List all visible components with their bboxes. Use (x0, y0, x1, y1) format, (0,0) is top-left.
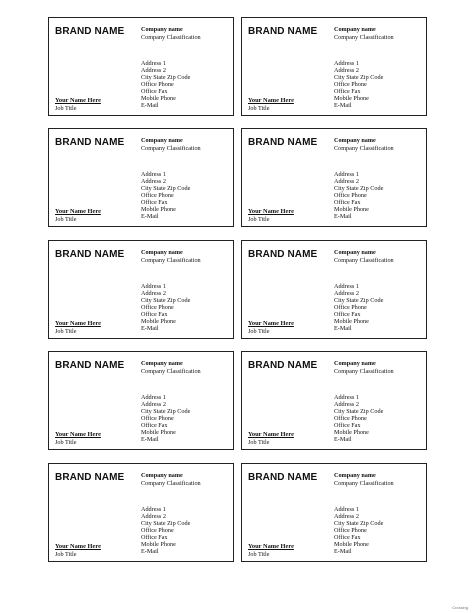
mobile-phone: Mobile Phone (141, 95, 176, 102)
brand-name: BRAND NAME (55, 472, 125, 483)
business-card (48, 128, 234, 227)
office-fax: Office Fax (334, 422, 361, 429)
mobile-phone: Mobile Phone (334, 206, 369, 213)
business-card (241, 240, 427, 339)
address-2: Address 2 (141, 67, 166, 74)
address-2: Address 2 (334, 401, 359, 408)
address-1: Address 1 (334, 283, 359, 290)
brand-name: BRAND NAME (248, 360, 318, 371)
job-title: Job Title (55, 328, 77, 335)
company-classification: Company Classification (141, 368, 201, 375)
company-classification: Company Classification (334, 368, 394, 375)
company-name: Company name (141, 472, 183, 479)
business-card (241, 463, 427, 562)
address-1: Address 1 (141, 394, 166, 401)
company-classification: Company Classification (334, 34, 394, 41)
brand-name: BRAND NAME (248, 26, 318, 37)
office-fax: Office Fax (334, 88, 361, 95)
office-fax: Office Fax (141, 88, 168, 95)
company-classification: Company Classification (334, 145, 394, 152)
contact-details (141, 171, 190, 220)
brand-name: BRAND NAME (248, 472, 318, 483)
address-1: Address 1 (334, 60, 359, 67)
person-name: Your Name Here (248, 208, 294, 215)
company-name: Company name (334, 26, 376, 33)
office-phone: Office Phone (141, 81, 174, 88)
office-phone: Office Phone (141, 304, 174, 311)
address-2: Address 2 (334, 67, 359, 74)
address-1: Address 1 (141, 60, 166, 67)
mobile-phone: Mobile Phone (334, 429, 369, 436)
email: E-Mail (334, 548, 352, 555)
address-2: Address 2 (334, 290, 359, 297)
address-2: Address 2 (141, 178, 166, 185)
contact-details (141, 283, 190, 332)
office-phone: Office Phone (141, 527, 174, 534)
brand-name: BRAND NAME (55, 249, 125, 260)
mobile-phone: Mobile Phone (141, 206, 176, 213)
contact-details (334, 506, 383, 555)
business-card (48, 463, 234, 562)
office-phone: Office Phone (141, 415, 174, 422)
office-phone: Office Phone (334, 304, 367, 311)
contact-details (334, 283, 383, 332)
office-phone: Office Phone (334, 192, 367, 199)
email: E-Mail (334, 102, 352, 109)
email: E-Mail (141, 548, 159, 555)
company-name: Company name (141, 26, 183, 33)
city-state-zip: City State Zip Code (141, 185, 191, 192)
contact-details (141, 60, 190, 109)
mobile-phone: Mobile Phone (141, 318, 176, 325)
contact-details (141, 394, 190, 443)
office-phone: Office Phone (334, 415, 367, 422)
company-classification: Company Classification (141, 257, 201, 264)
email: E-Mail (141, 325, 159, 332)
business-card (48, 240, 234, 339)
city-state-zip: City State Zip Code (141, 520, 191, 527)
office-fax: Office Fax (334, 311, 361, 318)
job-title: Job Title (55, 105, 77, 112)
email: E-Mail (334, 325, 352, 332)
address-1: Address 1 (334, 506, 359, 513)
job-title: Job Title (248, 439, 270, 446)
city-state-zip: City State Zip Code (334, 408, 384, 415)
office-fax: Office Fax (141, 199, 168, 206)
contact-details (334, 171, 383, 220)
job-title: Job Title (55, 439, 77, 446)
office-fax: Office Fax (141, 534, 168, 541)
email: E-Mail (141, 102, 159, 109)
address-1: Address 1 (334, 394, 359, 401)
brand-name: BRAND NAME (55, 360, 125, 371)
city-state-zip: City State Zip Code (334, 520, 384, 527)
email: E-Mail (141, 213, 159, 220)
office-phone: Office Phone (334, 527, 367, 534)
address-2: Address 2 (334, 178, 359, 185)
company-name: Company name (334, 137, 376, 144)
business-card (241, 17, 427, 116)
business-card (241, 128, 427, 227)
company-classification: Company Classification (141, 145, 201, 152)
contact-details (141, 506, 190, 555)
email: E-Mail (141, 436, 159, 443)
person-name: Your Name Here (55, 208, 101, 215)
job-title: Job Title (248, 105, 270, 112)
business-card (48, 351, 234, 450)
business-card (48, 17, 234, 116)
office-fax: Office Fax (141, 422, 168, 429)
address-1: Address 1 (334, 171, 359, 178)
city-state-zip: City State Zip Code (334, 74, 384, 81)
person-name: Your Name Here (55, 97, 101, 104)
person-name: Your Name Here (55, 543, 101, 550)
business-card (241, 351, 427, 450)
person-name: Your Name Here (248, 543, 294, 550)
person-name: Your Name Here (55, 431, 101, 438)
person-name: Your Name Here (248, 431, 294, 438)
city-state-zip: City State Zip Code (141, 408, 191, 415)
address-2: Address 2 (141, 513, 166, 520)
email: E-Mail (334, 213, 352, 220)
brand-name: BRAND NAME (55, 26, 125, 37)
mobile-phone: Mobile Phone (141, 429, 176, 436)
city-state-zip: City State Zip Code (334, 297, 384, 304)
mobile-phone: Mobile Phone (141, 541, 176, 548)
job-title: Job Title (55, 216, 77, 223)
job-title: Job Title (248, 328, 270, 335)
city-state-zip: City State Zip Code (141, 74, 191, 81)
job-title: Job Title (248, 216, 270, 223)
brand-name: BRAND NAME (248, 137, 318, 148)
office-fax: Office Fax (334, 534, 361, 541)
city-state-zip: City State Zip Code (334, 185, 384, 192)
company-name: Company name (334, 249, 376, 256)
contact-details (334, 394, 383, 443)
company-name: Company name (141, 137, 183, 144)
office-phone: Office Phone (141, 192, 174, 199)
corner-watermark: Crossing (452, 605, 468, 610)
office-fax: Office Fax (334, 199, 361, 206)
job-title: Job Title (55, 551, 77, 558)
contact-details (334, 60, 383, 109)
company-name: Company name (334, 360, 376, 367)
person-name: Your Name Here (55, 320, 101, 327)
address-1: Address 1 (141, 506, 166, 513)
brand-name: BRAND NAME (55, 137, 125, 148)
company-classification: Company Classification (334, 257, 394, 264)
mobile-phone: Mobile Phone (334, 318, 369, 325)
office-fax: Office Fax (141, 311, 168, 318)
email: E-Mail (334, 436, 352, 443)
office-phone: Office Phone (334, 81, 367, 88)
job-title: Job Title (248, 551, 270, 558)
mobile-phone: Mobile Phone (334, 541, 369, 548)
person-name: Your Name Here (248, 320, 294, 327)
company-classification: Company Classification (141, 34, 201, 41)
address-1: Address 1 (141, 171, 166, 178)
company-classification: Company Classification (141, 480, 201, 487)
person-name: Your Name Here (248, 97, 294, 104)
city-state-zip: City State Zip Code (141, 297, 191, 304)
company-classification: Company Classification (334, 480, 394, 487)
address-2: Address 2 (141, 290, 166, 297)
address-1: Address 1 (141, 283, 166, 290)
company-name: Company name (141, 360, 183, 367)
company-name: Company name (141, 249, 183, 256)
address-2: Address 2 (141, 401, 166, 408)
address-2: Address 2 (334, 513, 359, 520)
company-name: Company name (334, 472, 376, 479)
mobile-phone: Mobile Phone (334, 95, 369, 102)
brand-name: BRAND NAME (248, 249, 318, 260)
